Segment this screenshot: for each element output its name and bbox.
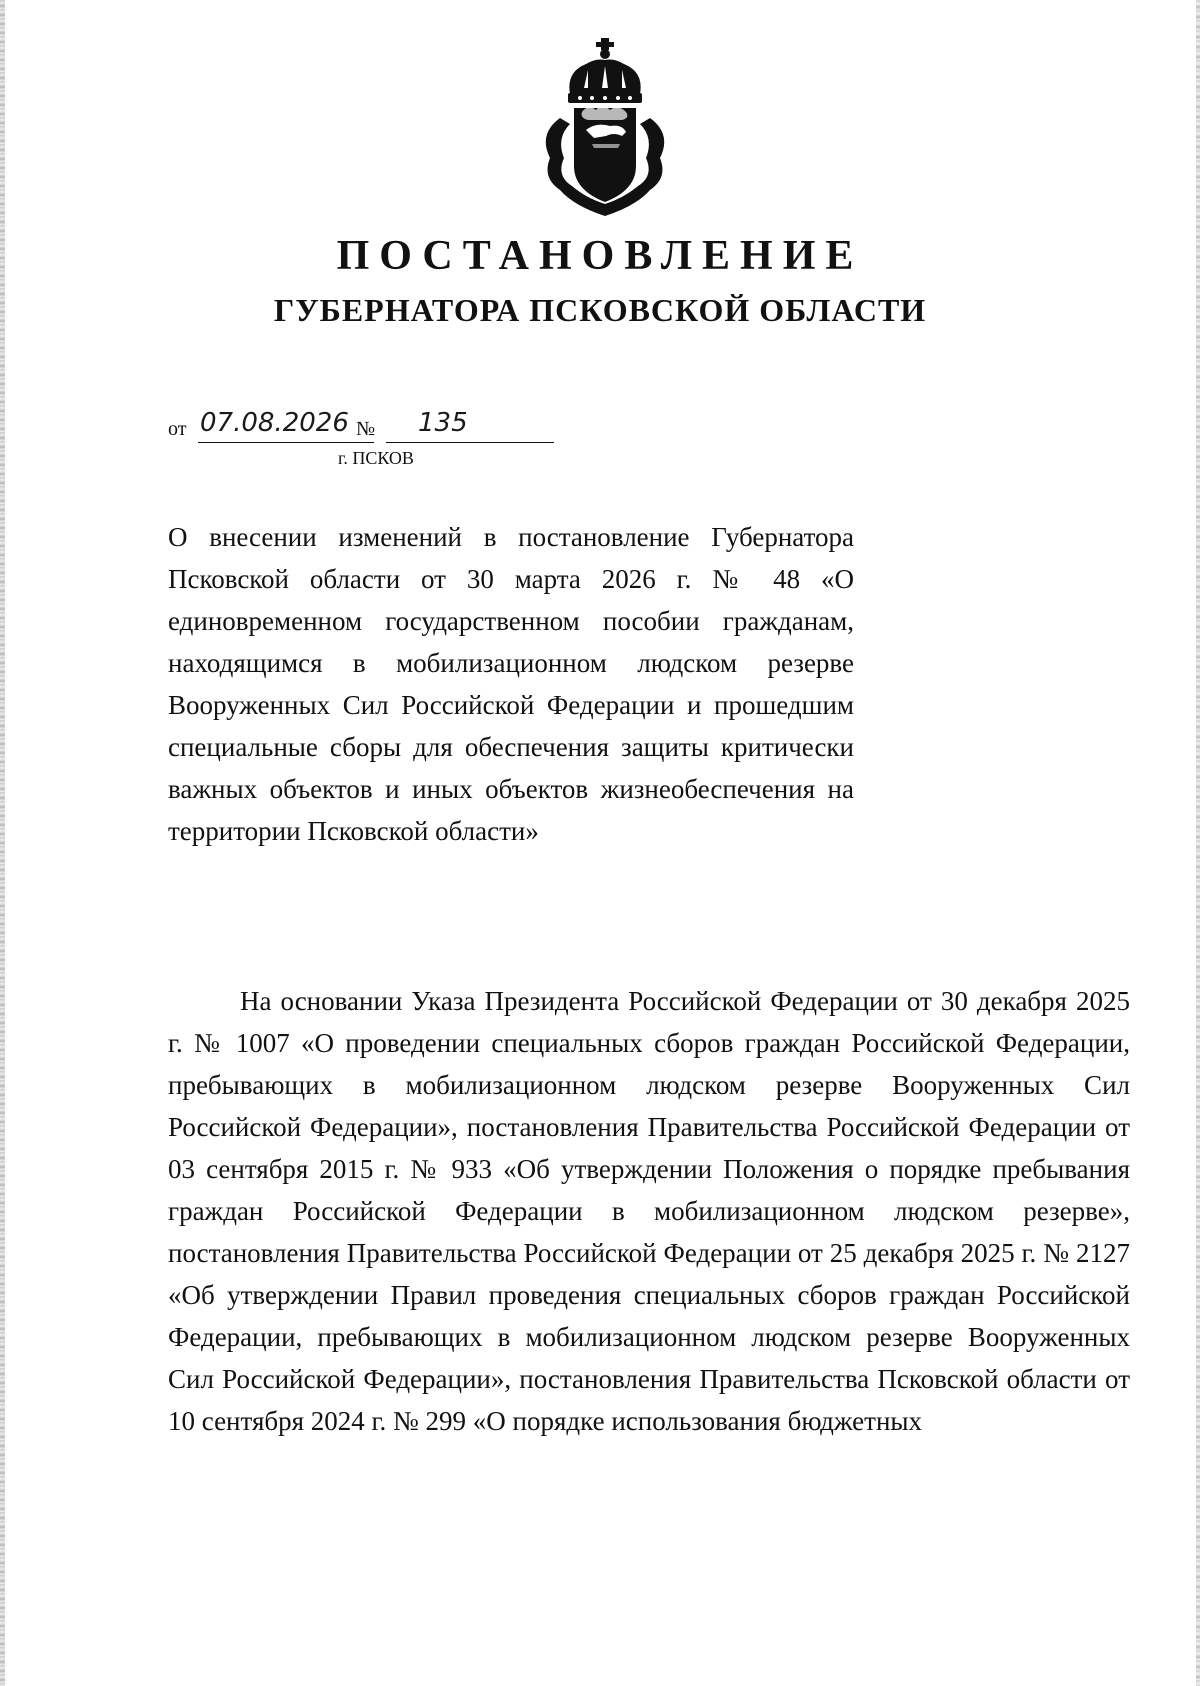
number-sign: №	[356, 418, 376, 440]
city-label: г. ПСКОВ	[338, 448, 414, 468]
handwritten-number: 135	[418, 408, 468, 438]
date-underline	[198, 442, 374, 443]
date-prefix: от	[168, 418, 187, 440]
handwritten-date: 07.08.2026	[200, 408, 349, 438]
document-title: ПОСТАНОВЛЕНИЕ	[336, 233, 864, 279]
document-subtitle: ГУБЕРНАТОРА ПСКОВСКОЙ ОБЛАСТИ	[273, 292, 927, 328]
document-subject: О внесении изменений в постановление Губернатора Псковской области от 30 марта 2026 г. № 48 «О единовременном государственном пособии гражданам, находящимся в мобилизационном людском резерве Вооруженных Сил Российской Федерации и прошедшим специальные сборы для обеспечения защиты критически важных объектов и иных объектов жизнеобеспечения на территории Псковской области»	[168, 522, 854, 846]
date-number-line	[168, 410, 588, 446]
number-underline	[386, 442, 554, 443]
coat-of-arms-icon	[530, 38, 680, 216]
document-body: На основании Указа Президента Российской Федерации от 30 декабря 2025 г. № 1007 «О проведении специальных сборов граждан Российской Федерации, пребывающих в мобилизационном людском резерве Вооруженных Сил Российской Федерации», постановления Правительства Российской Федерации от 03 сентября 2015 г. № 933 «Об утверждении Положения о порядке пребывания граждан Российской Федерации в мобилизационном людском резерве», постановления Правительства Российской Федерации от 25 декабря 2025 г. № 2127 «Об утверждении Правил проведения специальных сборов граждан Российской Федерации, пребывающих в мобилизационном людском резерве Вооруженных Сил Российской Федерации», постановления Правительства Псковской области от 10 сентября 2024 г. № 299 «О порядке использования бюджетных	[168, 986, 1130, 1436]
